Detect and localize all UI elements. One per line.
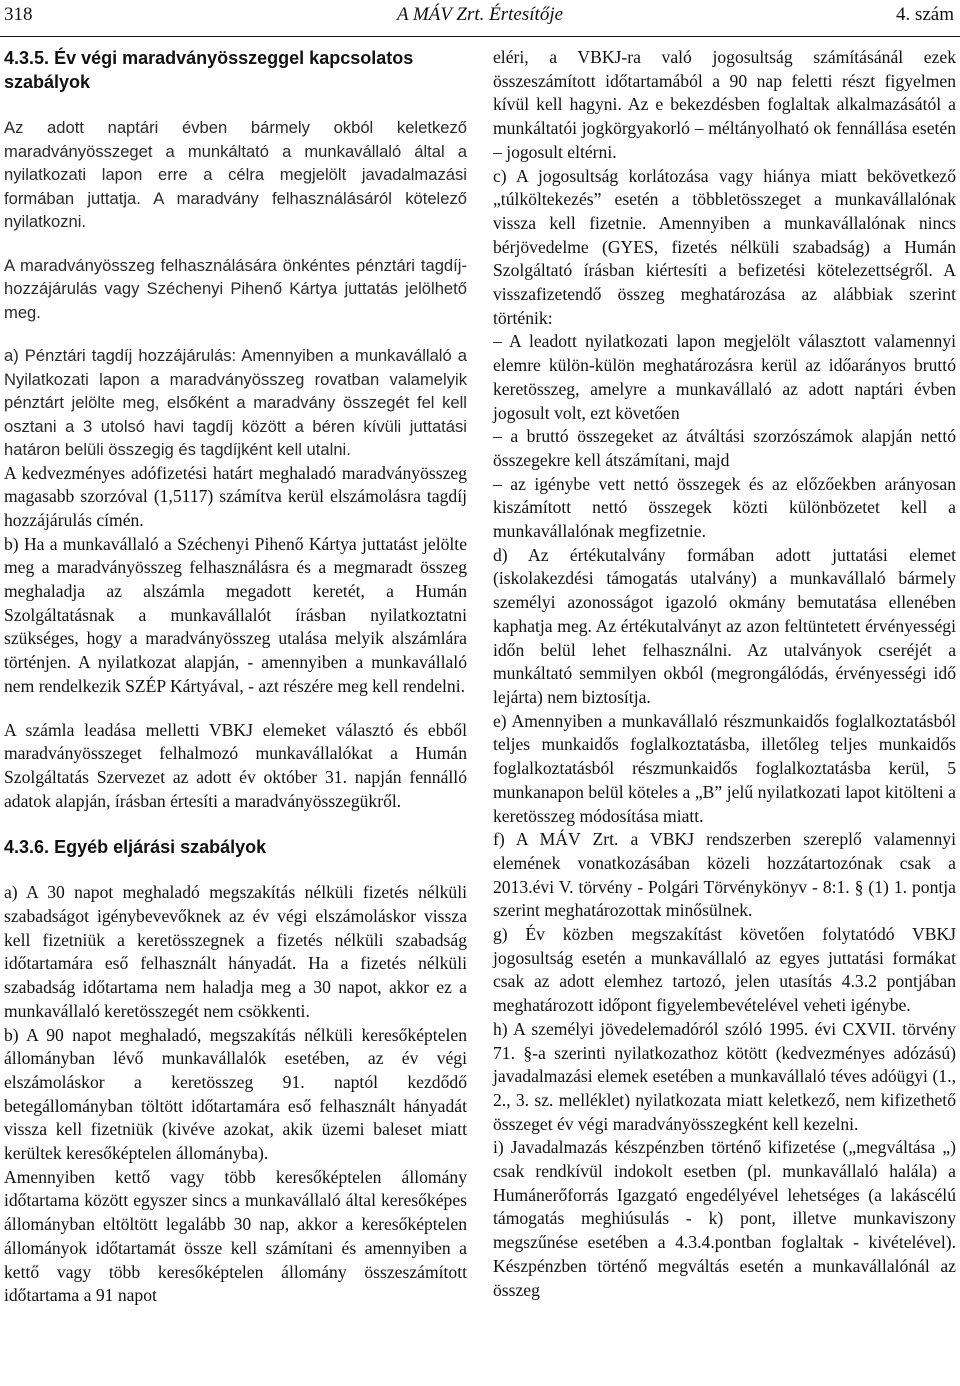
paragraph: e) Amennyiben a munkavállaló részmunkaidős foglalkoztatásból teljes munkaidős foglalkoztatásba, illetőleg teljes munkaidős foglalkoztatásból részmunkaidős foglalkoztatásba kerül, 5 munkanapon belül köteles a „B” jelű nyilatkozati lapot kitölteni a keretösszeg módosítása miatt.: [493, 710, 956, 826]
page-header: [0, 0, 960, 30]
paragraph: b) A 90 napot meghaladó, megszakítás nélküli keresőképtelen állományban lévő munkavállalók esetében, az év végi elszámoláskor a keretösszeg 91. naptól kezdődő betegállományban töltött időtartamára eső felhasznált hányadát vissza kell fizetniük (kivéve azokat, akik üzemi baleset miatt kerültek keresőképtelen állományba).: [4, 1024, 467, 1164]
right-column: [493, 46, 956, 1302]
paragraph: A maradványösszeg felhasználására önkéntes pénztári tagdíj-hozzájárulás vagy Széchenyi Pihenő Kártya juttatás jelölhető meg.: [4, 255, 467, 322]
paragraph: A számla leadása melletti VBKJ elemeket választó és ebből maradványösszeget felhalmozó munkavállalókat a Humán Szolgáltatás Szervezet az adott év október 31. napján fennálló adatok alapján, írásban értesíti a maradványösszegükről.: [4, 719, 467, 811]
paragraph: Az adott naptári évben bármely okból keletkező maradványösszeget a munkáltató a munkavállaló által a nyilatkozati lapon erre a célra megjelölt javadalmazási formában juttatja. A maradvány felhasználásáról kötelező nyilatkozni.: [4, 118, 467, 231]
paragraph: h) A személyi jövedelemadóról szóló 1995. évi CXVII. törvény 71. §-a szerinti nyilatkozathoz kötött (kedvezményes adózású) javadalmazási elemek esetében a munkavállaló téves adóügyi (1., 2., 3. sz. melléklet) nyilatkozata miatt keletkező, nem kifizethető összeget év végi maradványösszegként kell kezelni.: [493, 1018, 956, 1134]
list-item: – az igénybe vett nettó összegek és az előzőekben arányosan kiszámított nettó összegek közti különbözetet kell a munkavállalónak megfizetnie.: [493, 473, 956, 542]
section-heading-435: [4, 46, 467, 94]
journal-title: A MÁV Zrt. Értesítője: [396, 4, 564, 25]
paragraph: a) Pénztári tagdíj hozzájárulás: Amennyiben a munkavállaló a Nyilatkozati lapon a maradványösszeg rovatban valamelyik pénztárt jelölte meg, elsőként a maradvány összegét fel kell osztani a 3 utolsó havi tagdíj között a béren kívüli juttatási határon belüli összegig és tagdíjként kell utalni.: [4, 346, 467, 459]
section-heading-436: [4, 835, 467, 859]
paragraph: Amennyiben kettő vagy több keresőképtelen állomány időtartama között egyszer sincs a munkavállaló által keresőképes állományban eltöltött legalább 30 nap, akkor a keresőképtelen állományok időtartamát össze kell számítani és amennyiben a kettő vagy több keresőképtelen állomány összeszámított időtartama a 91 napot: [4, 1166, 467, 1306]
header-rule: [0, 36, 960, 37]
paragraph: f) A MÁV Zrt. a VBKJ rendszerben szereplő valamennyi elemének vonatkozásában közeli hozzátartozónak csak a 2013.évi V. törvény - Polgári Törvénykönyv - 8:1. § (1) 1. pontja szerint meghatározottak minősülnek.: [493, 829, 956, 921]
list-item: – A leadott nyilatkozati lapon megjelölt választott valamennyi elemre külön-külön meghatározásra kerül az időarányos bruttó keretösszeg, amelyre a munkavállaló az adott naptári évben jogosult volt, ezt követően: [493, 331, 956, 423]
section-title: Egyéb eljárási szabályok: [54, 837, 267, 858]
list-item: – a bruttó összegeket az átváltási szorzószámok alapján nettó összegekre kell átszámítani, majd: [493, 426, 956, 470]
paragraph: g) Év közben megszakítást követően folytatódó VBKJ jogosultság esetén a munkavállaló az egyes juttatási formákat csak az adott elemhez tartozó, jelen utasítás 4.3.2 pontjában meghatározott időpont figyelembevételével veheti igénybe.: [493, 924, 956, 1016]
page-number: 318: [4, 4, 33, 25]
paragraph: i) Javadalmazás készpénzben történő kifizetése („megváltása „) csak rendkívül indokolt esetben (pl. munkavállaló halála) a Humánerőforrás Igazgató engedélyével lehetséges (a lakáscélú támogatás meghiúsulás - k) pont, illetve munkaviszony megszűnése esetében a 4.3.4.pontban foglaltak - kivételével). Készpénzben történő megváltás esetén a munkavállalónál az összeg: [493, 1137, 956, 1300]
section-number: 4.3.6.: [4, 837, 50, 858]
paragraph: A kedvezményes adófizetési határt meghaladó maradványösszeg magasabb szorzóval (1,5117) számítva kerül elszámolásra tagdíj hozzájárulás címén.: [4, 462, 467, 530]
section-title: Év végi maradványösszeggel kapcsolatos szabályok: [4, 48, 414, 92]
paragraph: a) A 30 napot meghaladó megszakítás nélküli fizetés nélküli szabadságot igénybevevőknek az év végi elszámoláskor vissza kell fizetniük a keretösszegnek a fizetés nélküli szabadság időtartamára eső felhasznált hányadát. Ha a fizetés nélküli szabadság időtartama nem haladja meg a 30 napot, akkor ez a munkavállaló keretösszegét nem csökkenti.: [4, 882, 467, 1021]
paragraph: b) Ha a munkavállaló a Széchenyi Pihenő Kártya juttatást jelölte meg a maradványösszeg felhasználásra és a megmaradt összeg meghaladja az alszámla megadott keretét, a Humán Szolgáltatásnak a munkavállalót írásban nyilatkoztatni szükséges, hogy a maradványösszeg utalása melyik alszámlára történjen. A nyilatkozat alapján, - amennyiben a munkavállaló nem rendelkezik SZÉP Kártyával, - azt részére meg kell rendelni.: [4, 533, 467, 696]
paragraph: c) A jogosultság korlátozása vagy hiánya miatt bekövetkező „túlköltekezés” esetén a többletösszeget a munkavállalónak vissza kell fizetnie. Amennyiben a munkavállalónak nincs bérjövedelme (GYES, fizetés nélküli szabadság) a Humán Szolgáltató írásban kiértesíti a befizetési kötelezettségről. A visszafizetendő összeg meghatározása az alábbiak szerint történik:: [493, 165, 956, 328]
paragraph: eléri, a VBKJ-ra való jogosultság számításánál ezek összeszámított időtartamából a 90 nap feletti részt figyelmen kívül kell hagyni. Az e bekezdésben foglaltak alkalmazásától a munkáltatói jogkörgyakorló – méltányolható ok fennállása esetén – jogosult eltérni.: [493, 47, 956, 162]
issue-number: 4. szám: [895, 4, 954, 25]
section-number: 4.3.5.: [4, 48, 50, 68]
left-column: [4, 46, 467, 1308]
paragraph: d) Az értékutalvány formában adott juttatási elemet (iskolakezdési támogatás utalvány) a munkavállaló bármely személyi azonosságot igazoló okmány bemutatása ellenében kaphatja meg. Az értékutalványt az azon feltüntetett érvényességi időn belül lehet felhasználni. Az utalványok cseréjét a munkáltató semmilyen okból (megrongálódás, érvényességi idő lejárta) nem biztosítja.: [493, 544, 956, 707]
